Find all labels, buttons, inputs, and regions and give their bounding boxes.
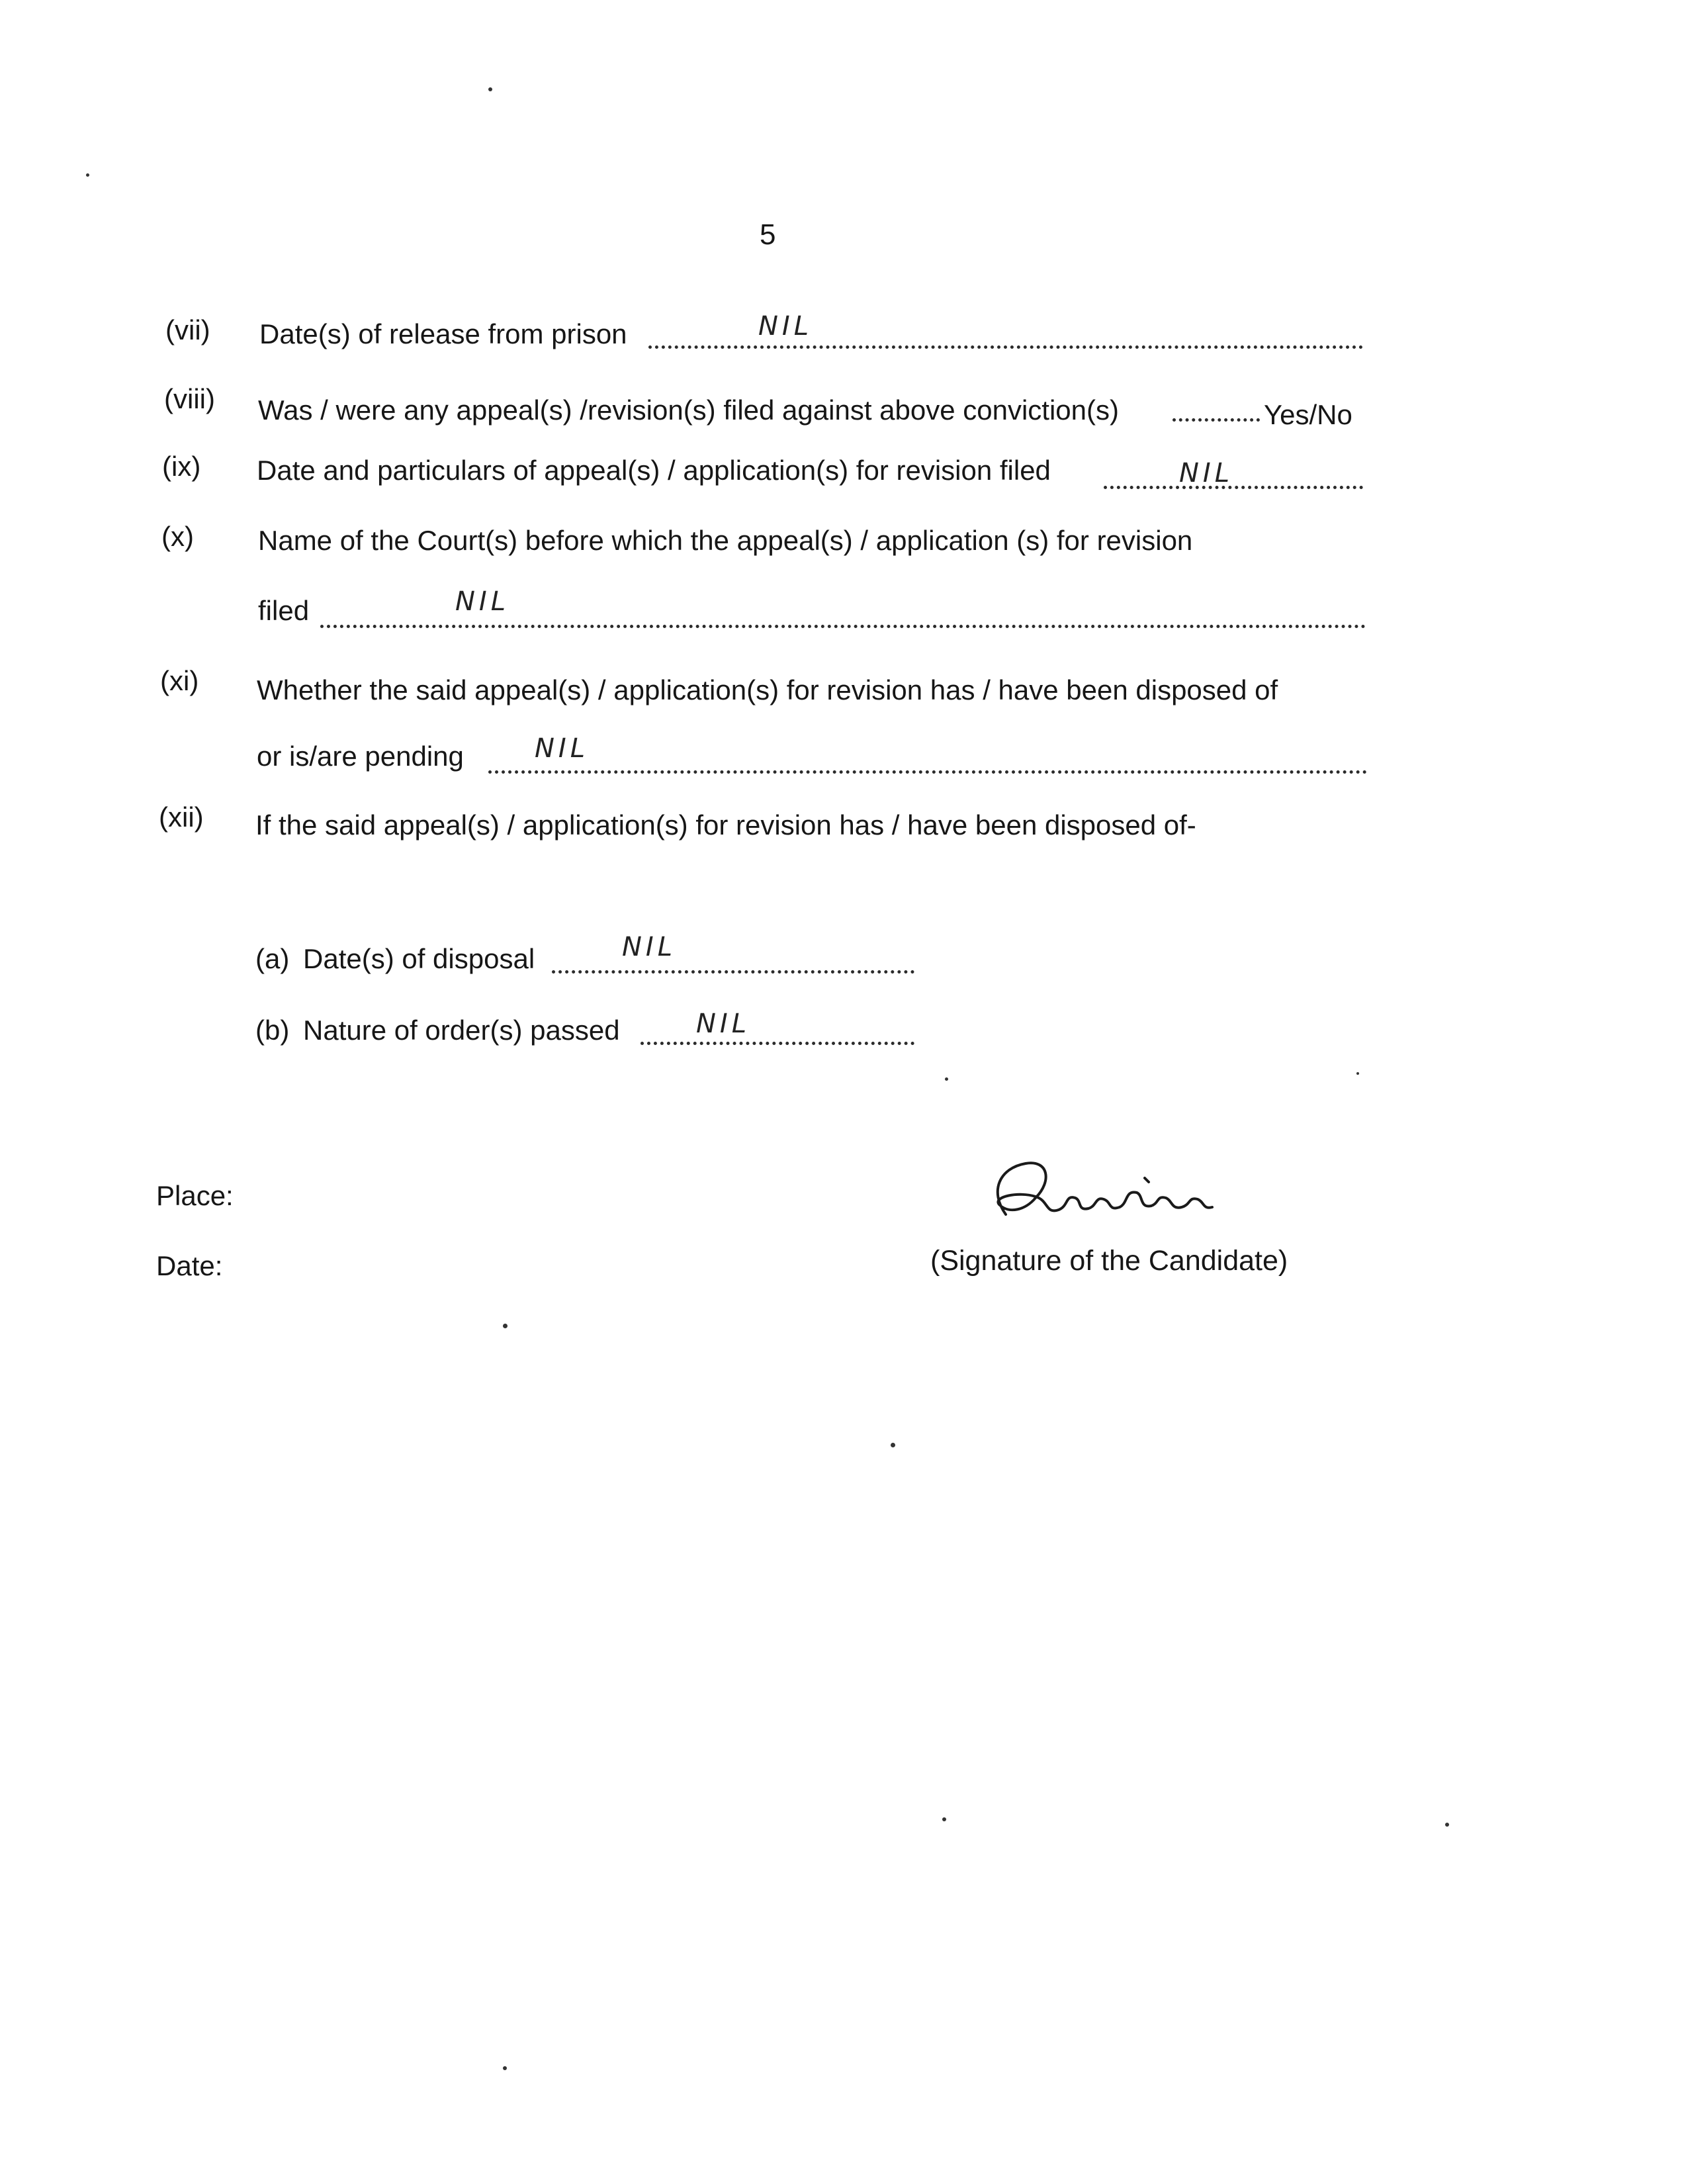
item-text-continued: filed	[258, 595, 310, 626]
fill-line	[648, 345, 1363, 349]
handwritten-entry: NIL	[535, 733, 590, 764]
scan-speck	[1445, 1823, 1449, 1827]
item-number: (x)	[161, 521, 194, 552]
place-label: Place:	[156, 1180, 234, 1211]
scan-speck	[945, 1077, 948, 1081]
handwritten-entry: NIL	[696, 1009, 751, 1039]
fill-line	[552, 970, 914, 974]
item-text: Was / were any appeal(s) /revision(s) filed against above conviction(s)	[258, 394, 1119, 426]
scan-speck	[891, 1443, 895, 1447]
handwritten-entry: NIL	[455, 586, 510, 617]
handwritten-entry: NIL	[622, 932, 677, 962]
handwritten-entry: NIL	[1179, 458, 1234, 488]
item-text: Name of the Court(s) before which the appeal(s) / application (s) for revision	[258, 525, 1193, 556]
fill-line	[1173, 418, 1260, 422]
item-number: (xi)	[160, 665, 199, 696]
item-text: If the said appeal(s) / application(s) for revision has / have been disposed of-	[255, 809, 1196, 841]
fill-line	[488, 770, 1367, 774]
scan-speck	[503, 1324, 508, 1328]
fill-line	[641, 1042, 914, 1045]
signature-drawing	[926, 1152, 1323, 1231]
signature-caption: (Signature of the Candidate)	[930, 1245, 1288, 1277]
scan-speck	[488, 87, 492, 91]
signature-image	[926, 1152, 1323, 1231]
scan-speck	[503, 2066, 507, 2070]
fill-line	[320, 625, 1366, 628]
item-number: (xii)	[159, 801, 204, 833]
scan-speck	[86, 173, 89, 177]
scan-speck	[942, 1817, 946, 1821]
item-text: Whether the said appeal(s) / application(s) for revision has / have been disposed of	[257, 674, 1278, 705]
item-text-continued: or is/are pending	[257, 741, 464, 772]
item-number: (ix)	[162, 451, 201, 482]
subitem-label: (a)	[255, 943, 290, 974]
item-text: Date and particulars of appeal(s) / application(s) for revision filed	[257, 455, 1051, 486]
subitem-text: Nature of order(s) passed	[303, 1015, 620, 1046]
page-number: 5	[760, 218, 776, 251]
item-text: Date(s) of release from prison	[259, 318, 627, 349]
subitem-text: Date(s) of disposal	[303, 943, 535, 974]
date-label: Date:	[156, 1250, 223, 1281]
subitem-label: (b)	[255, 1015, 290, 1046]
scan-speck	[1356, 1072, 1359, 1075]
item-number: (vii)	[165, 314, 210, 345]
item-number: (viii)	[164, 383, 215, 414]
handwritten-entry: NIL	[758, 311, 813, 341]
yes-no-option: Yes/No	[1264, 399, 1352, 430]
